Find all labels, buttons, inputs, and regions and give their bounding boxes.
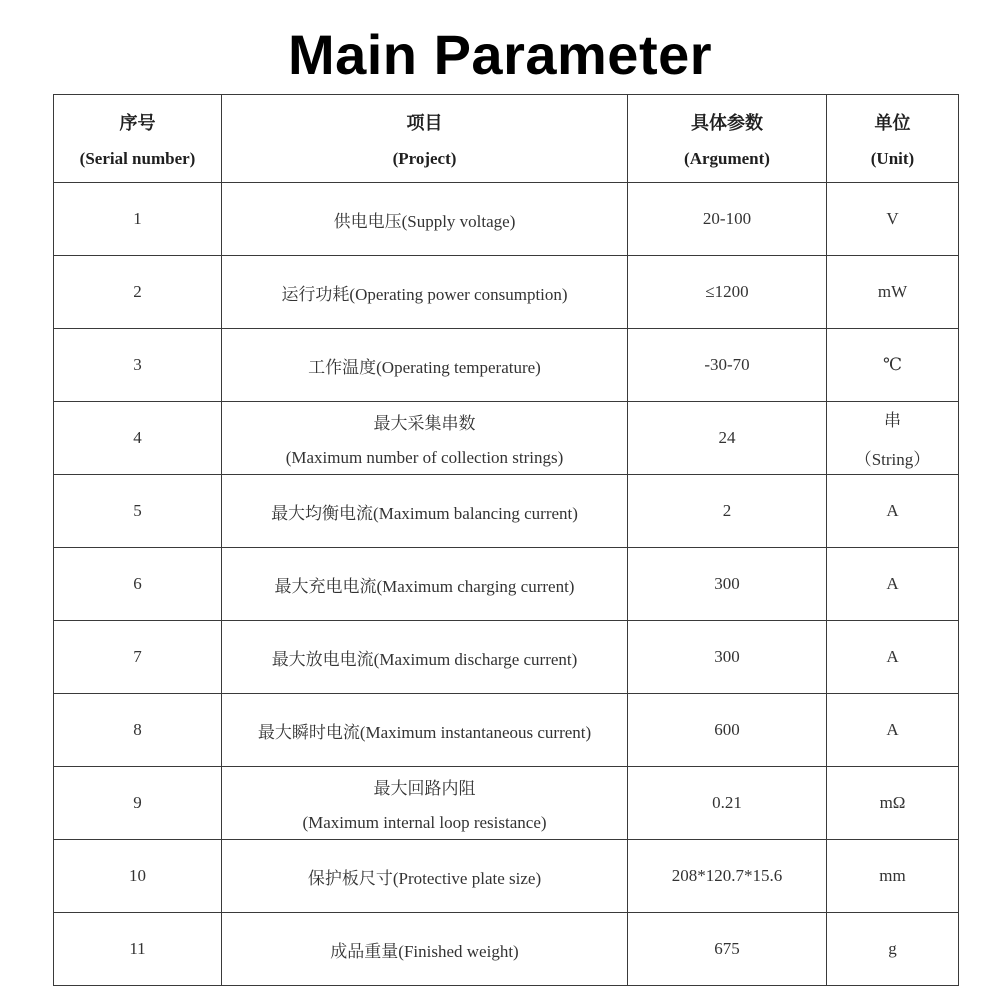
serial-cell: 7 — [54, 621, 222, 694]
header-project-zh: 项目 — [406, 112, 443, 133]
table-header-row — [54, 95, 959, 183]
table-row — [54, 913, 959, 986]
unit-cell: mm — [827, 840, 959, 913]
table-row — [54, 840, 959, 913]
argument-cell: 600 — [628, 694, 827, 767]
parameter-table — [53, 94, 959, 986]
unit-cell: mW — [827, 256, 959, 329]
project-cell-zh: 最大采集串数 — [373, 413, 476, 433]
serial-cell: 5 — [54, 475, 222, 548]
argument-cell: 675 — [628, 913, 827, 986]
serial-cell: 8 — [54, 694, 222, 767]
project-cell: 最大均衡电流(Maximum balancing current) — [222, 475, 628, 548]
header-argument-zh: 具体参数 — [691, 112, 763, 133]
project-cell: 最大充电电流(Maximum charging current) — [222, 548, 628, 621]
argument-cell: 24 — [628, 402, 827, 475]
project-cell-en: (Maximum number of collection strings) — [285, 447, 564, 467]
argument-cell: 20-100 — [628, 183, 827, 256]
table-row — [54, 548, 959, 621]
argument-cell: 0.21 — [628, 767, 827, 840]
project-cell-zh: 最大回路内阻 — [373, 778, 476, 798]
unit-cell: A — [827, 548, 959, 621]
header-serial — [54, 95, 222, 183]
project-cell: 最大放电电流(Maximum discharge current) — [222, 621, 628, 694]
header-serial-en: (Serial number) — [79, 148, 196, 168]
serial-cell: 6 — [54, 548, 222, 621]
table-row — [54, 256, 959, 329]
unit-cell: A — [827, 475, 959, 548]
unit-cell: V — [827, 183, 959, 256]
table-row — [54, 621, 959, 694]
project-cell: 成品重量(Finished weight) — [222, 913, 628, 986]
project-cell — [222, 402, 628, 475]
table-row — [54, 694, 959, 767]
project-cell — [222, 767, 628, 840]
header-unit-en: (Unit) — [870, 148, 915, 168]
header-unit-zh: 单位 — [874, 112, 911, 133]
unit-cell — [827, 402, 959, 475]
project-cell: 运行功耗(Operating power consumption) — [222, 256, 628, 329]
unit-cell: mΩ — [827, 767, 959, 840]
project-cell: 最大瞬时电流(Maximum instantaneous current) — [222, 694, 628, 767]
header-unit — [827, 95, 959, 183]
serial-cell: 10 — [54, 840, 222, 913]
serial-cell: 11 — [54, 913, 222, 986]
project-cell: 工作温度(Operating temperature) — [222, 329, 628, 402]
page-title: Main Parameter — [287, 23, 713, 86]
unit-cell: ℃ — [827, 329, 959, 402]
table-row — [54, 475, 959, 548]
project-cell: 保护板尺寸(Protective plate size) — [222, 840, 628, 913]
serial-cell: 3 — [54, 329, 222, 402]
serial-cell: 2 — [54, 256, 222, 329]
project-cell: 供电电压(Supply voltage) — [222, 183, 628, 256]
argument-cell: ≤1200 — [628, 256, 827, 329]
serial-cell: 4 — [54, 402, 222, 475]
table-row — [54, 767, 959, 840]
unit-cell: A — [827, 694, 959, 767]
header-project — [222, 95, 628, 183]
serial-cell: 9 — [54, 767, 222, 840]
unit-cell: g — [827, 913, 959, 986]
unit-cell-zh: 串 — [884, 411, 901, 430]
table-row — [54, 402, 959, 475]
header-argument — [628, 95, 827, 183]
serial-cell: 1 — [54, 183, 222, 256]
argument-cell: 208*120.7*15.6 — [628, 840, 827, 913]
argument-cell: -30-70 — [628, 329, 827, 402]
header-argument-en: (Argument) — [684, 148, 770, 168]
argument-cell: 300 — [628, 548, 827, 621]
argument-cell: 2 — [628, 475, 827, 548]
unit-cell-en: （String） — [854, 450, 931, 469]
unit-cell: A — [827, 621, 959, 694]
table-row — [54, 329, 959, 402]
project-cell-en: (Maximum internal loop resistance) — [302, 812, 547, 832]
header-project-en: (Project) — [392, 148, 457, 168]
table-row — [54, 183, 959, 256]
argument-cell: 300 — [628, 621, 827, 694]
header-serial-zh: 序号 — [119, 112, 156, 133]
